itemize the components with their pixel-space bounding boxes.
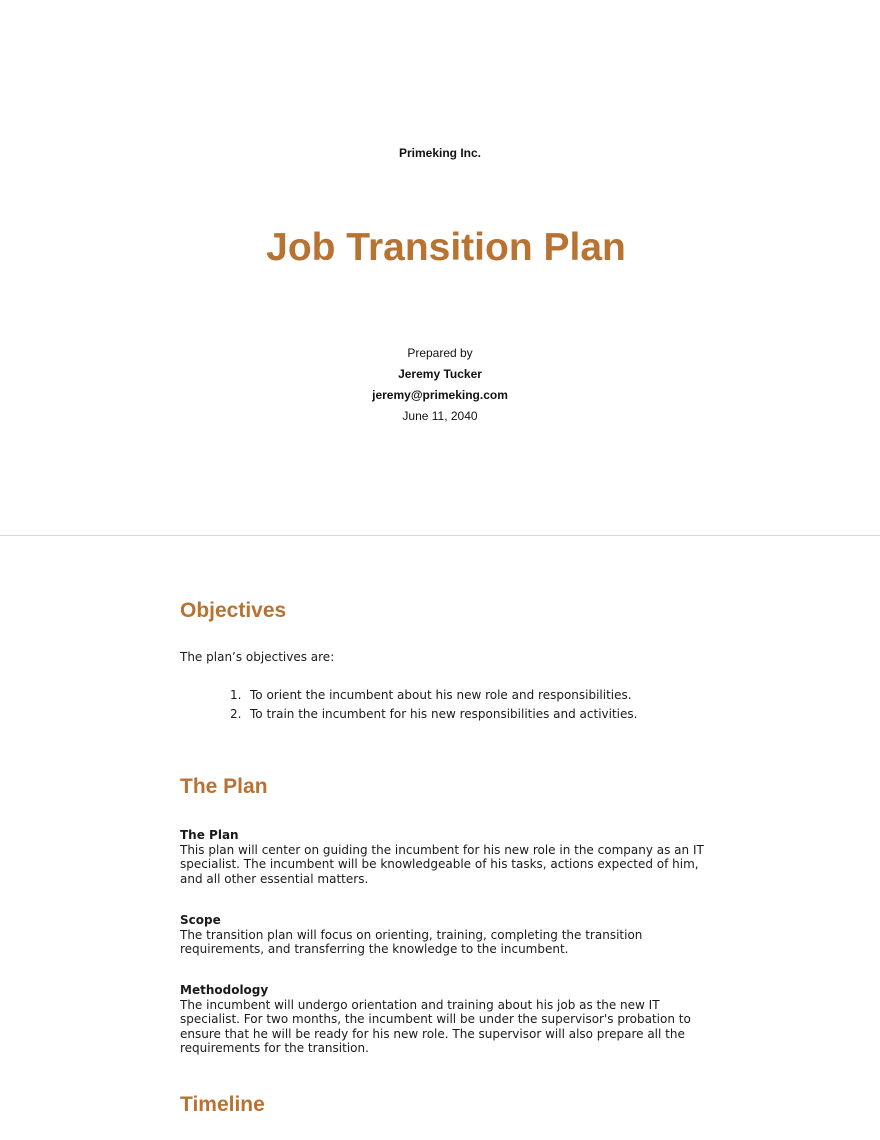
plan-section-methodology — [180, 983, 710, 1056]
timeline-heading: Timeline — [180, 1093, 265, 1116]
objectives-intro: The plan’s objectives are: — [180, 650, 335, 664]
plan-section-the-plan — [180, 828, 710, 886]
plan-section-title: Methodology — [180, 983, 269, 997]
page-divider — [0, 535, 880, 536]
list-item — [230, 705, 637, 724]
list-item-text: To orient the incumbent about his new role and responsibilities. — [250, 688, 632, 702]
objectives-list — [230, 686, 637, 724]
plan-section-title: Scope — [180, 913, 221, 927]
author-name: Jeremy Tucker — [398, 367, 482, 381]
plan-section-body: The transition plan will focus on orienting, training, completing the transition requirements, and transferring the knowledge to the incumbent. — [180, 927, 643, 956]
objectives-heading: Objectives — [180, 599, 287, 622]
list-item-text: To train the incumbent for his new responsibilities and activities. — [250, 707, 638, 721]
company-name: Primeking Inc. — [398, 146, 482, 160]
prepared-by-block — [0, 343, 880, 427]
plan-section-body: The incumbent will undergo orientation and training about his job as the new IT specialist. For two months, the incumbent will be under the supervisor's probation to ensure that he will be ready for his new role. The supervisor will also prepare all the requirements for the transition. — [180, 997, 691, 1055]
list-item-number: 1. — [230, 688, 242, 702]
plan-section-scope — [180, 913, 710, 957]
document-title: Job Transition Plan — [266, 226, 626, 269]
list-item — [230, 686, 637, 705]
list-item-number: 2. — [230, 707, 242, 721]
author-email: jeremy@primeking.com — [372, 388, 508, 402]
plan-section-body: This plan will center on guiding the incumbent for his new role in the company as an IT specialist. The incumbent will be knowledgeable of his tasks, actions expected of him, and all other essential matters. — [180, 842, 704, 886]
prepared-by-label: Prepared by — [407, 346, 473, 360]
plan-heading: The Plan — [180, 775, 268, 798]
plan-section-title: The Plan — [180, 828, 239, 842]
document-date: June 11, 2040 — [402, 409, 478, 423]
